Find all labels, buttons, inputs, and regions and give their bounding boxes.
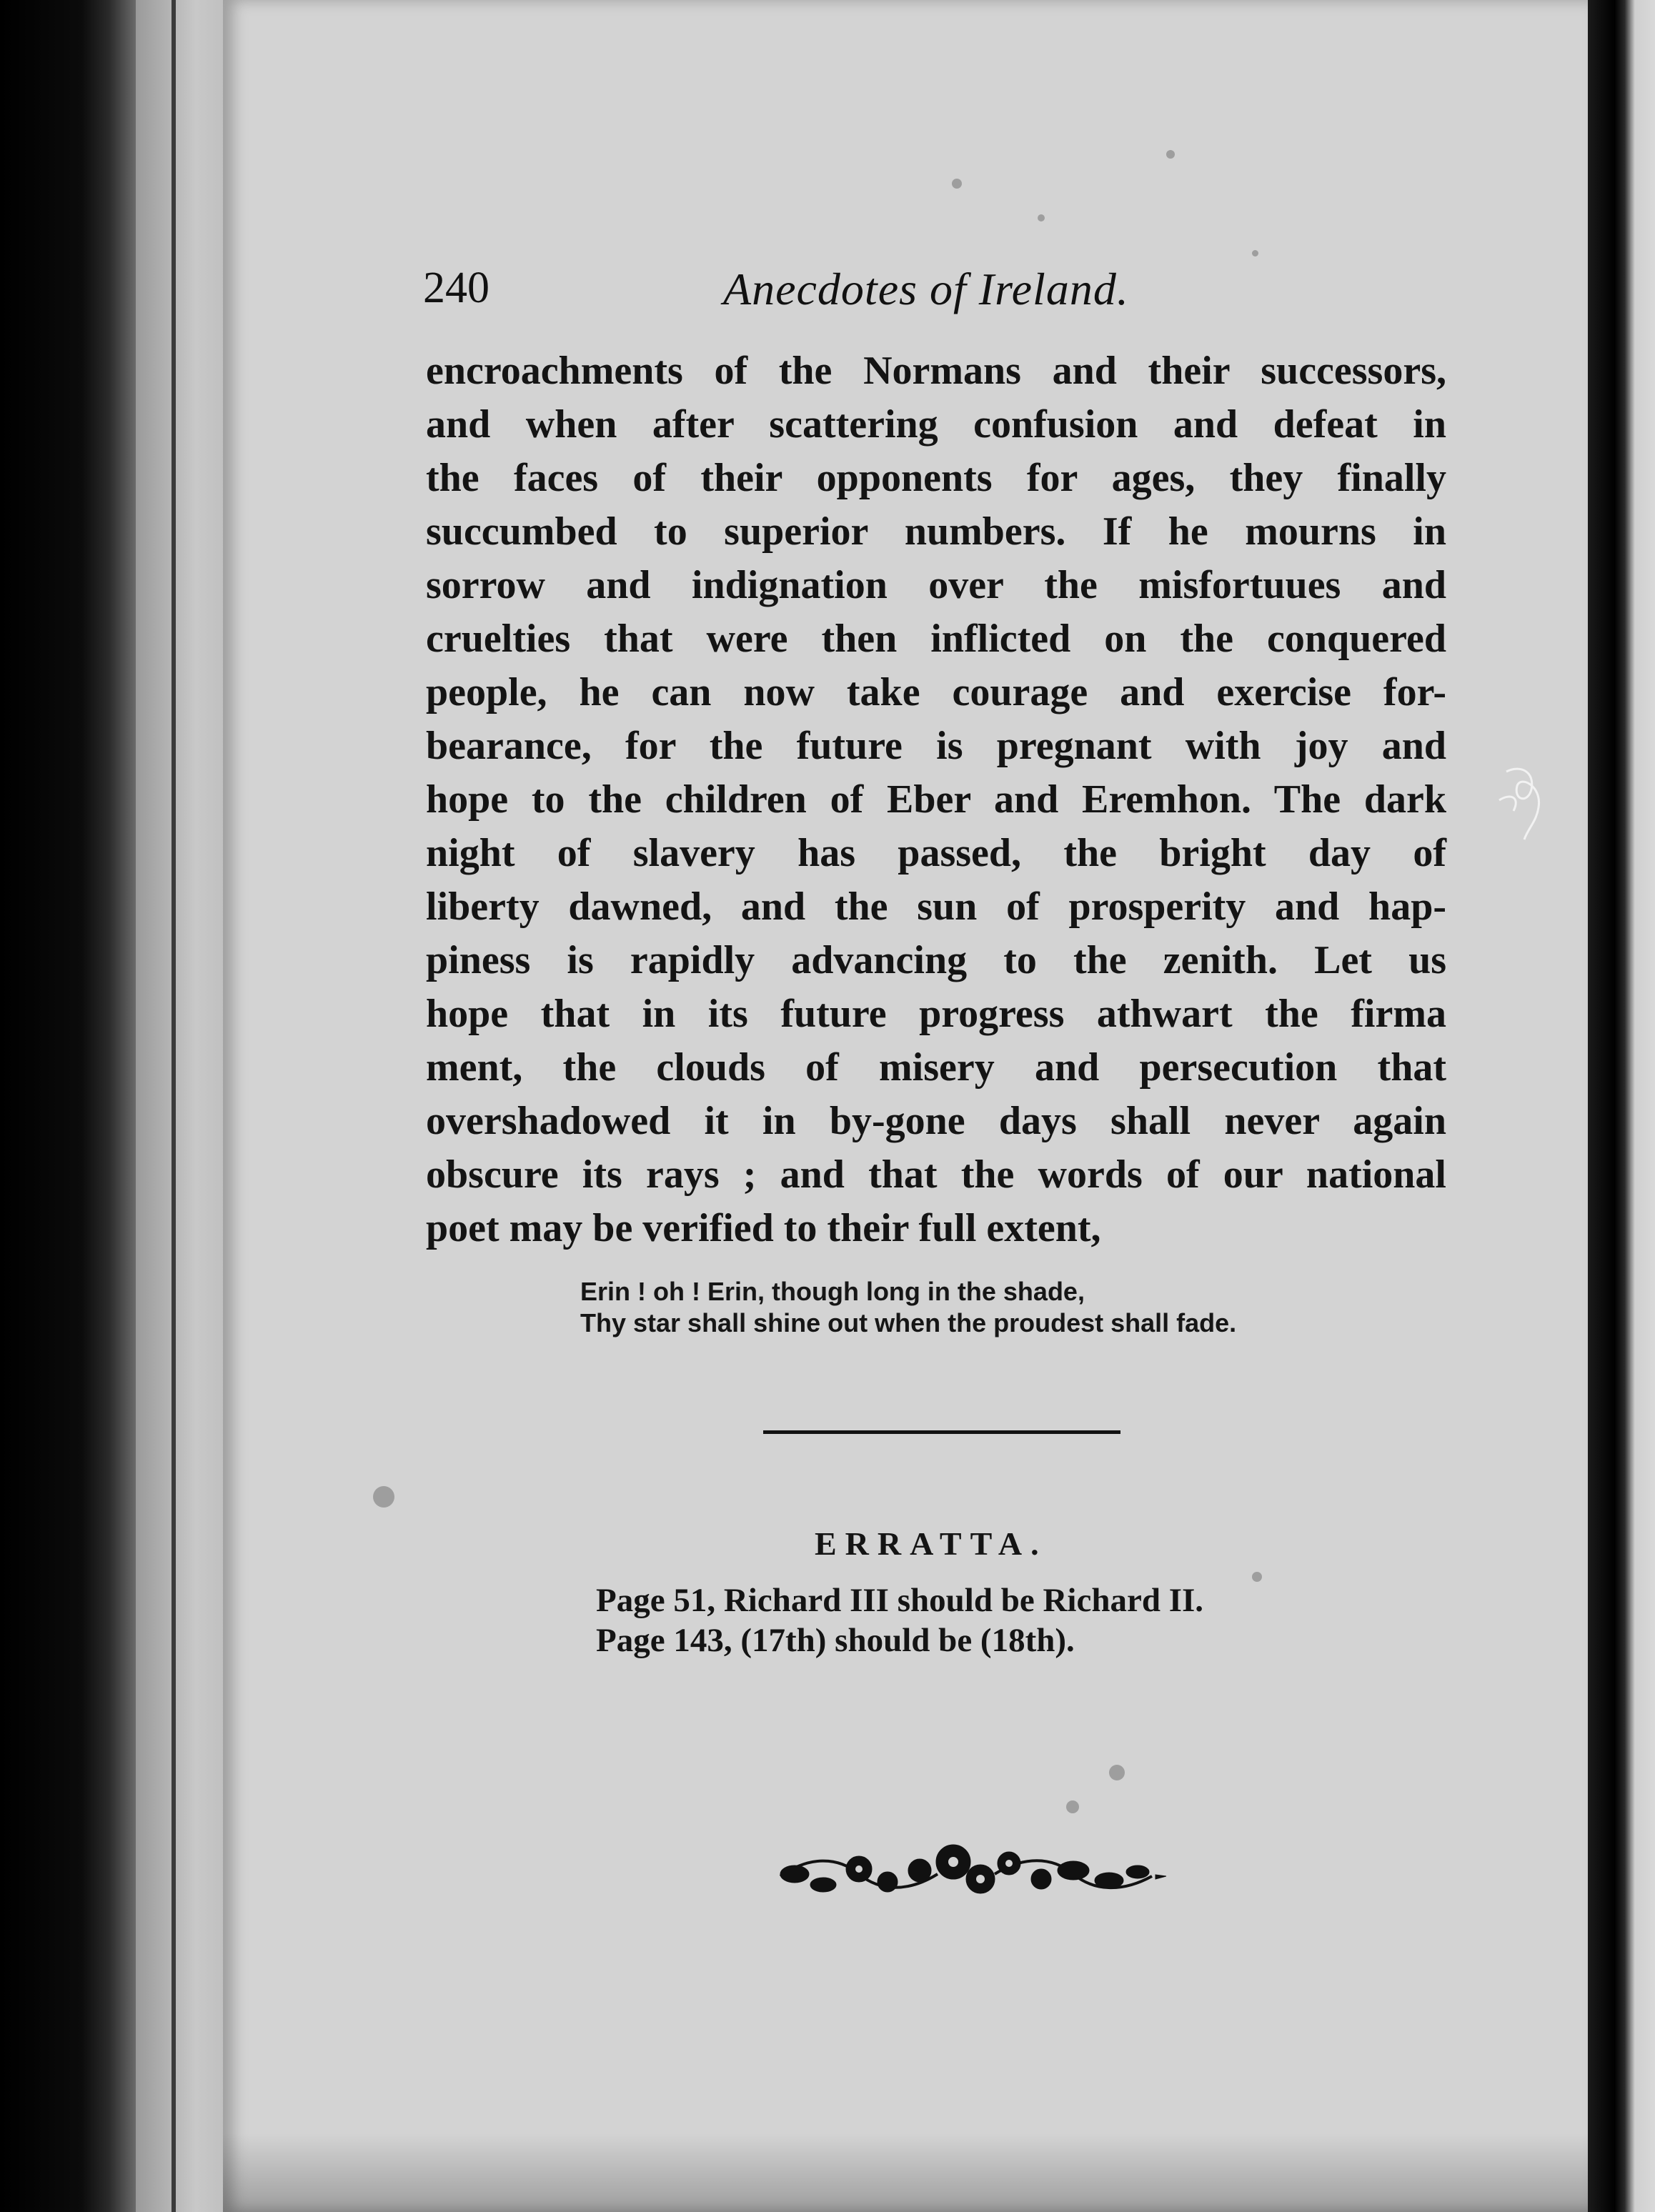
- book-spine-shadow: [0, 0, 136, 2212]
- text-line: bearance, for the future is pregnant with joy and: [426, 724, 1446, 768]
- floral-ornament-icon: [766, 1835, 1166, 1913]
- body-paragraph: [426, 344, 1446, 1255]
- foxing-speck: [1252, 250, 1258, 256]
- page-bottom-shadow: [223, 2133, 1588, 2212]
- text-line: people, he can now take courage and exercise for-: [426, 670, 1446, 714]
- text-line: obscure its rays ; and that the words of our national: [426, 1152, 1446, 1197]
- errata-entry: Page 51, Richard III should be Richard II.: [596, 1582, 1204, 1619]
- handwritten-mark-icon: [1492, 757, 1556, 843]
- running-title: Anecdotes of Ireland.: [723, 264, 1129, 314]
- text-line: liberty dawned, and the sun of prosperity and hap-: [426, 885, 1446, 929]
- text-line: encroachments of the Normans and their successors,: [426, 349, 1446, 393]
- verse-line: Erin ! oh ! Erin, though long in the shade,: [580, 1277, 1085, 1306]
- text-line: the faces of their opponents for ages, they finally: [426, 456, 1446, 500]
- errata-heading: ERRATTA.: [815, 1525, 1048, 1562]
- text-line: succumbed to superior numbers. If he mourns in: [426, 509, 1446, 554]
- text-line: poet may be verified to their full extent,: [426, 1206, 1101, 1250]
- text-line: piness is rapidly advancing to the zenith. Let us: [426, 938, 1446, 982]
- text-line: hope that in its future progress athwart the firma: [426, 992, 1446, 1036]
- foxing-speck: [1038, 214, 1045, 221]
- errata-list: [596, 1580, 1382, 1660]
- foxing-speck: [1066, 1800, 1079, 1813]
- verse-line: Thy star shall shine out when the proudest shall fade.: [580, 1308, 1237, 1337]
- text-line: cruelties that were then inflicted on the conquered: [426, 617, 1446, 661]
- section-divider: [763, 1430, 1120, 1434]
- page-number: 240: [423, 264, 489, 312]
- errata-entry: Page 143, (17th) should be (18th).: [596, 1622, 1075, 1659]
- text-line: ment, the clouds of misery and persecution that: [426, 1045, 1446, 1090]
- text-line: and when after scattering confusion and defeat in: [426, 402, 1446, 447]
- page-header: [423, 263, 1295, 334]
- binding-line: [172, 0, 176, 2212]
- underlying-page-edge: [136, 0, 236, 2212]
- foxing-speck: [373, 1486, 394, 1508]
- right-page-edge: [1588, 0, 1655, 2212]
- text-line: sorrow and indignation over the misfortuues and: [426, 563, 1446, 607]
- verse-quotation: [580, 1276, 1366, 1339]
- text-line: hope to the children of Eber and Eremhon. The dark: [426, 777, 1446, 822]
- foxing-speck: [1109, 1765, 1125, 1780]
- foxing-speck: [1166, 150, 1175, 159]
- text-line: overshadowed it in by-gone days shall never again: [426, 1099, 1446, 1143]
- foxing-speck: [952, 179, 962, 189]
- text-line: night of slavery has passed, the bright day of: [426, 831, 1446, 875]
